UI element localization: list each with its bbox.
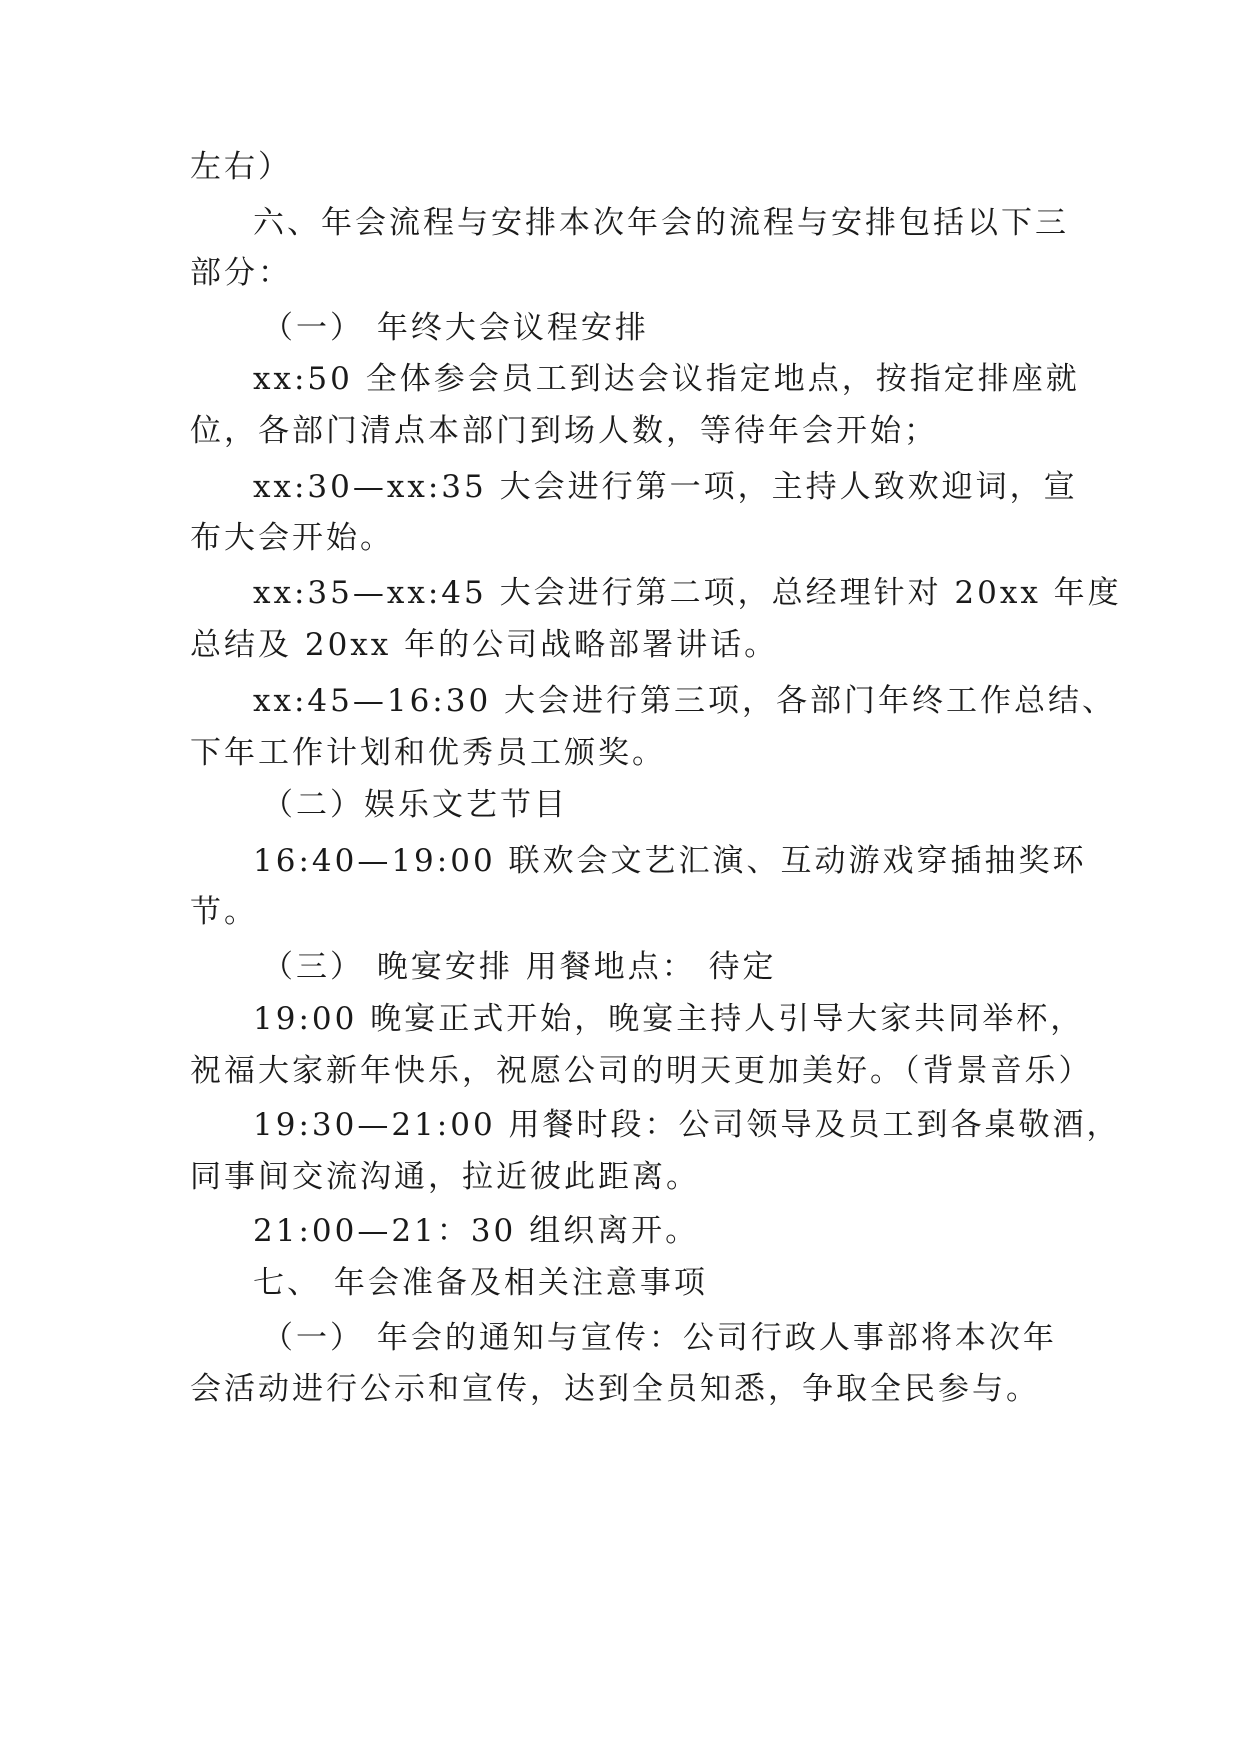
section-heading-six: 六、年会流程与安排本次年会的流程与安排包括以下三 [253, 205, 1069, 241]
text-line: 总结及 20xx 年的公司战略部署讲话。 [190, 627, 779, 663]
text-line: 部分： [190, 255, 292, 291]
section-heading-seven: 七、 年会准备及相关注意事项 [253, 1265, 708, 1301]
text-line: xx:35—xx:45 大会进行第二项，总经理针对 20xx 年度 [253, 575, 1122, 611]
text-line: 16:40—19:00 联欢会文艺汇演、互动游戏穿插抽奖环 [253, 843, 1087, 879]
text-line: 祝福大家新年快乐，祝愿公司的明天更加美好。（背景音乐） [190, 1053, 1093, 1089]
text-line: xx:50 全体参会员工到达会议指定地点，按指定排座就 [253, 361, 1080, 397]
text-line: 节。 [190, 894, 258, 930]
subsection-heading-notice: （一） 年会的通知与宣传：公司行政人事部将本次年 [262, 1320, 1057, 1356]
text-line: 19:00 晚宴正式开始，晚宴主持人引导大家共同举杯， [253, 1001, 1085, 1037]
text-line: xx:45—16:30 大会进行第三项，各部门年终工作总结、 [253, 683, 1117, 719]
text-line: 布大会开始。 [190, 520, 394, 556]
text-line: 21:00—21：30 组织离开。 [253, 1213, 700, 1249]
text-line: 19:30—21:00 用餐时段：公司领导及员工到各桌敬酒， [253, 1107, 1121, 1143]
text-line: xx:30—xx:35 大会进行第一项，主持人致欢迎词，宣 [253, 469, 1078, 505]
text-line: 会活动进行公示和宣传，达到全员知悉，争取全民参与。 [190, 1371, 1040, 1407]
subsection-heading-entertainment: （二）娱乐文艺节目 [262, 787, 568, 823]
subsection-heading-dinner: （三） 晚宴安排 用餐地点： 待定 [262, 949, 777, 985]
subsection-heading-agenda: （一） 年终大会议程安排 [262, 310, 649, 346]
text-line: 左右） [190, 149, 292, 185]
text-line: 下年工作计划和优秀员工颁奖。 [190, 735, 666, 771]
text-line: 位，各部门清点本部门到场人数，等待年会开始； [190, 413, 938, 449]
text-line: 同事间交流沟通，拉近彼此距离。 [190, 1159, 700, 1195]
